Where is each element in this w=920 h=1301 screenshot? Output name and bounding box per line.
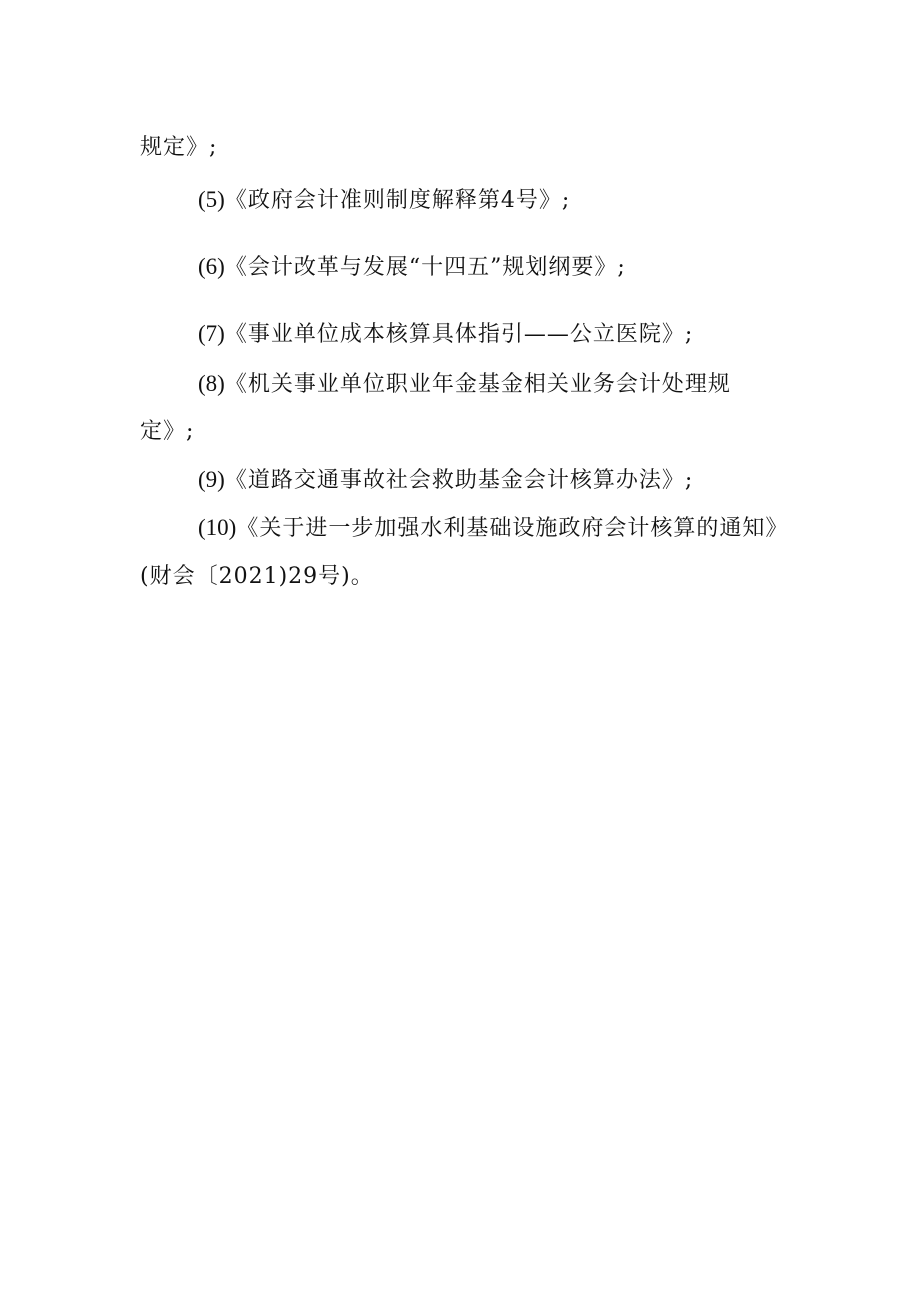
- item-text: 《机关事业单位职业年金基金相关业务会计处理规: [224, 372, 731, 397]
- item-number: (10): [198, 515, 237, 540]
- list-item-6: [198, 251, 858, 284]
- text-line-continuation: [140, 416, 800, 448]
- item-number: (5): [198, 187, 225, 212]
- list-item-7: [198, 318, 858, 351]
- text-line-document-number: [140, 561, 800, 593]
- item-text: 《道路交通事故社会救助基金会计核算办法》;: [224, 468, 694, 493]
- item-number: (7): [198, 321, 225, 346]
- list-item-5: [198, 184, 858, 217]
- item-number: (9): [198, 467, 225, 492]
- line-text: (财会〔2021)29号)。: [140, 564, 374, 589]
- list-item-8: [198, 368, 858, 401]
- line-text: 定》;: [140, 419, 195, 444]
- line-text: 规定》;: [140, 135, 218, 160]
- item-number: (8): [198, 371, 225, 396]
- item-text: 《会计改革与发展“十四五”规划纲要》;: [224, 255, 626, 280]
- list-item-9: [198, 464, 858, 497]
- item-text: 《关于进一步加强水利基础设施政府会计核算的通知》: [236, 516, 789, 541]
- item-text: 《政府会计准则制度解释第4号》;: [224, 188, 571, 213]
- item-text: 《事业单位成本核算具体指引——公立医院》;: [224, 322, 694, 347]
- item-number: (6): [198, 254, 225, 279]
- list-item-10: [198, 512, 858, 545]
- text-line-1: [140, 132, 800, 164]
